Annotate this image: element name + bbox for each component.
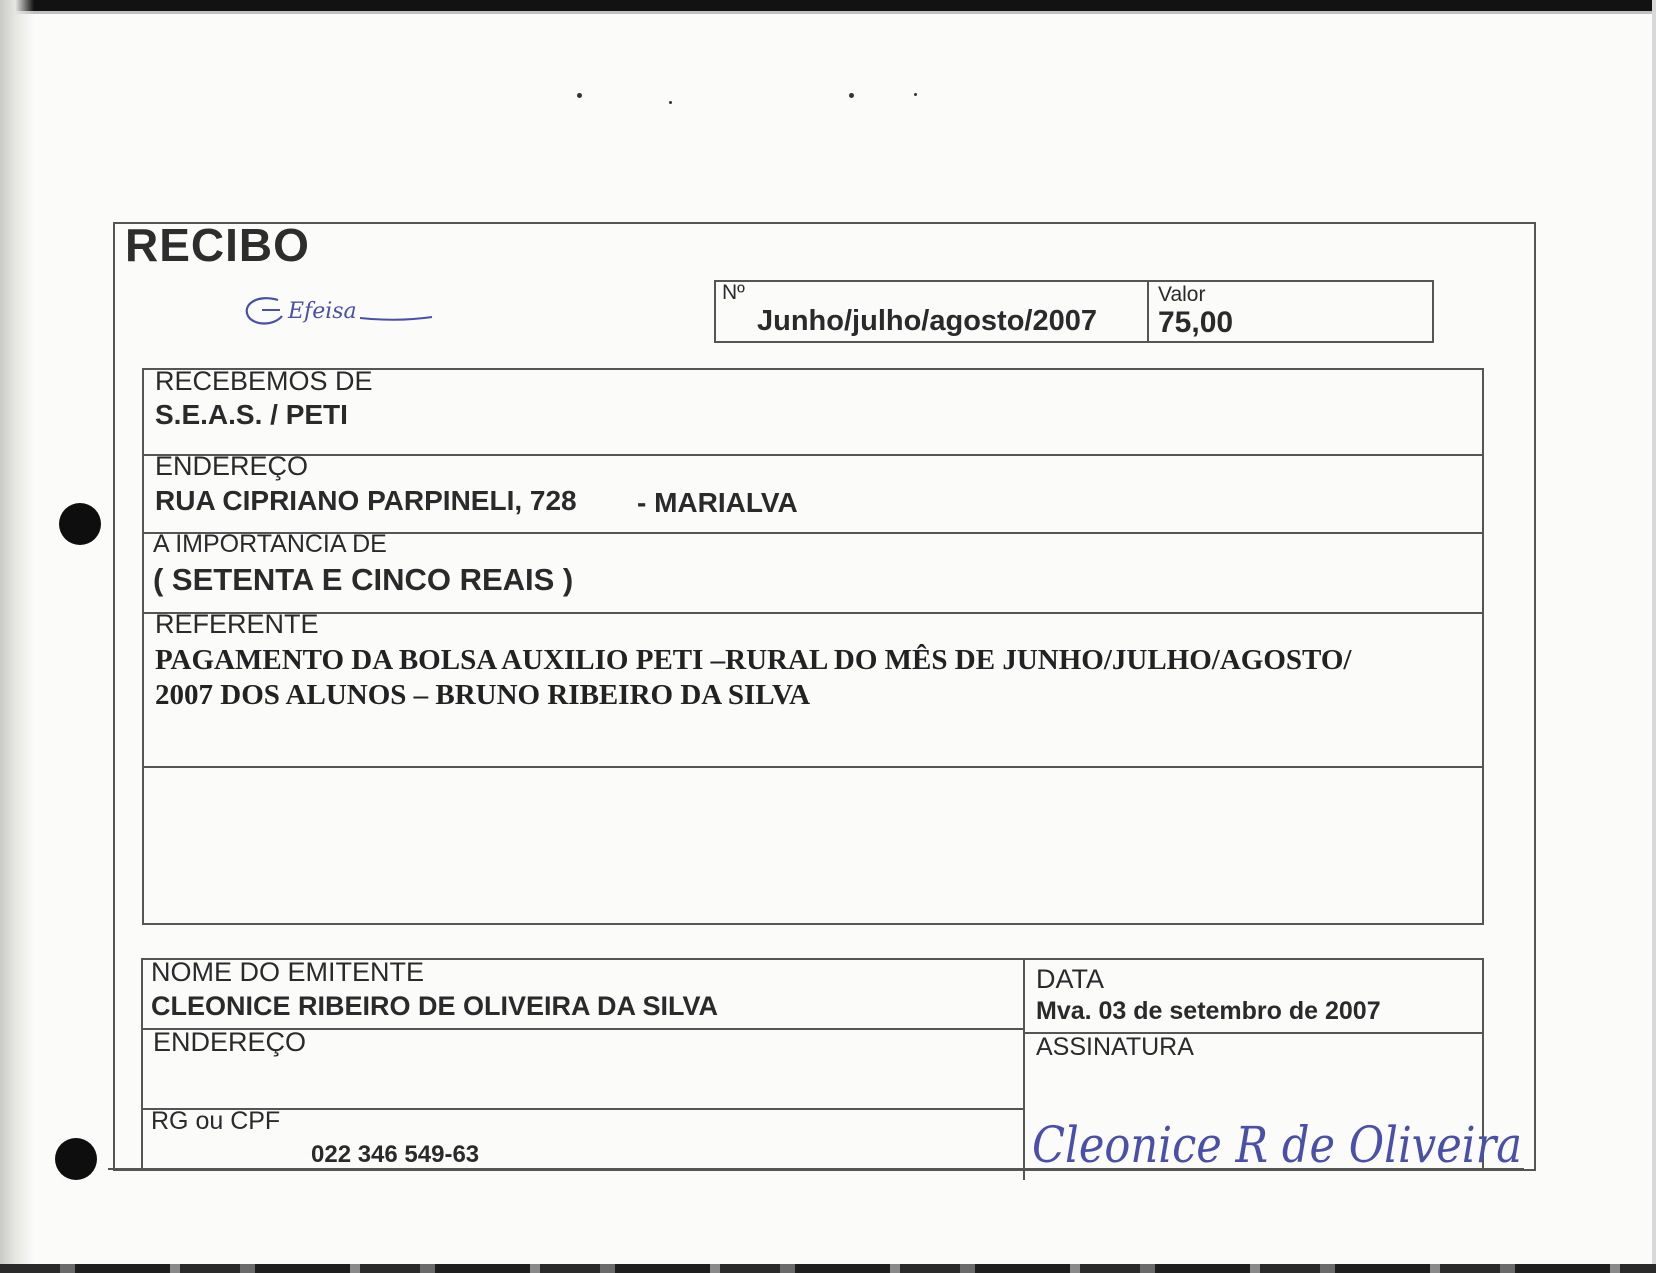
nome-emitente-label: NOME DO EMITENTE (151, 957, 425, 987)
referente-line-1: PAGAMENTO DA BOLSA AUXILIO PETI –RURAL DO MÊS DE JUNHO/JULHO/AGOSTO/ (155, 644, 1352, 676)
punch-hole-bottom (55, 1138, 97, 1180)
divider (142, 612, 1484, 614)
issuer-endereco-label: ENDEREÇO (153, 1027, 307, 1057)
valor-value: 75,00 (1158, 306, 1234, 339)
recebemos-label: RECEBEMOS DE (155, 366, 373, 396)
importancia-value: ( SETENTA E CINCO REAIS ) (153, 562, 574, 597)
assinatura-label: ASSINATURA (1036, 1033, 1194, 1061)
importancia-label: A IMPORTANCIA DE (153, 530, 387, 558)
speck (849, 93, 854, 98)
referente-label: REFERENTE (155, 609, 319, 639)
rg-cpf-label: RG ou CPF (151, 1107, 281, 1135)
rg-cpf-value: 022 346 549-63 (311, 1141, 480, 1168)
divider (142, 454, 1484, 456)
handwritten-annotation (240, 290, 440, 335)
scan-top-edge (0, 0, 1656, 11)
speck (577, 93, 582, 98)
annotation-text: Efeisa (288, 299, 357, 324)
signature-text: Cleonice R de Oliveira (1032, 1116, 1522, 1174)
numero-value: Junho/julho/agosto/2007 (757, 305, 1097, 337)
referente-line-2: 2007 DOS ALUNOS – BRUNO RIBEIRO DA SILVA (155, 679, 811, 711)
scan-left-shadow (0, 0, 34, 1273)
valor-label: Valor (1158, 283, 1206, 306)
data-label: DATA (1036, 964, 1105, 994)
nome-emitente-value: CLEONICE RIBEIRO DE OLIVEIRA DA SILVA (151, 991, 719, 1021)
speck (914, 93, 917, 96)
scan-right-edge (1652, 0, 1656, 1273)
endereco-label: ENDEREÇO (155, 451, 309, 481)
speck (669, 101, 672, 104)
signature (1028, 1102, 1528, 1182)
punch-hole-top (59, 503, 101, 545)
scan-bottom-edge (0, 1264, 1656, 1273)
page-title: RECIBO (125, 219, 310, 271)
data-value: Mva. 03 de setembro de 2007 (1036, 997, 1381, 1025)
endereco-city: - MARIALVA (637, 487, 798, 518)
number-value-divider (1147, 280, 1149, 343)
recebemos-value: S.E.A.S. / PETI (155, 399, 348, 430)
endereco-value: RUA CIPRIANO PARPINELI, 728 (155, 485, 577, 516)
issuer-divider (1023, 960, 1025, 1180)
numero-label: Nº (722, 281, 745, 304)
divider (142, 766, 1484, 768)
scan-top-shadow (0, 11, 1656, 14)
